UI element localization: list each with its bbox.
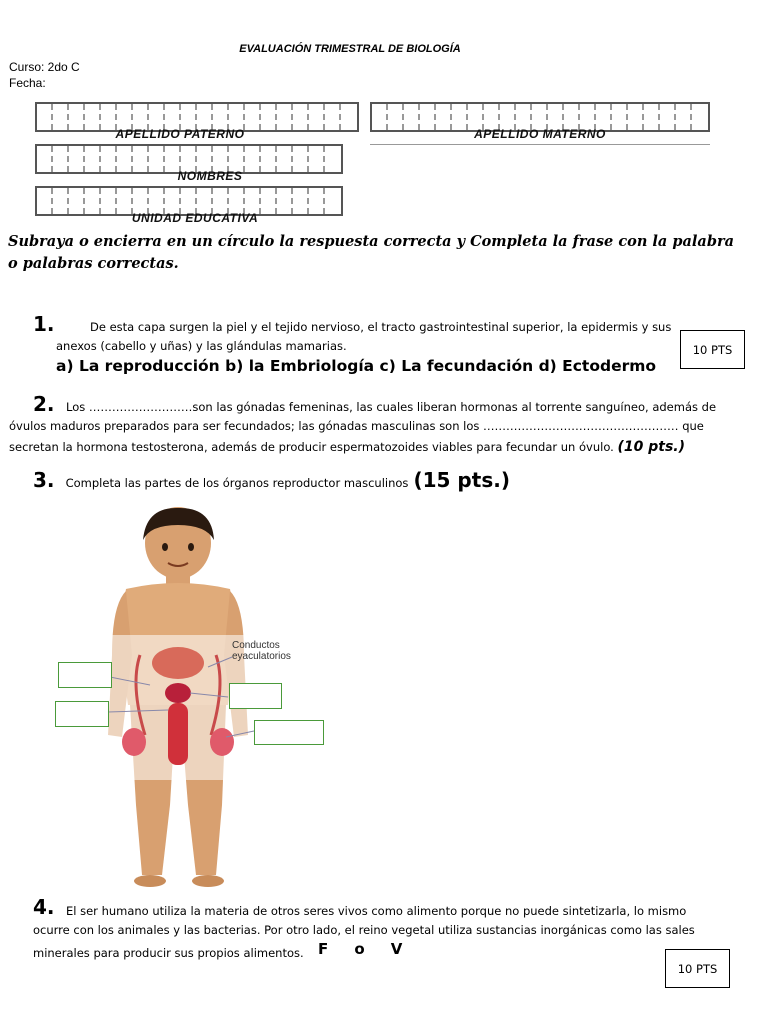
q1-number: 1. xyxy=(33,312,55,336)
q2-number: 2. xyxy=(33,392,55,416)
answer-box-4[interactable] xyxy=(254,720,324,745)
apellido-materno-label: APELLIDO MATERNO xyxy=(474,127,606,141)
q1-text: De esta capa surgen la piel y el tejido nervioso, el tracto gastrointestinal superior, la epidermis y sus xyxy=(90,320,672,334)
q2-line3: secretan la hormona testosterona, además de producir espermatozoides viables para fecundar un óvulo. xyxy=(9,440,614,454)
q4-line3: minerales para producir sus propios alimentos. xyxy=(33,946,304,960)
q1-text-cont: anexos (cabello y uñas) y las glándulas mamarias. xyxy=(56,339,347,353)
nombres-label: NOMBRES xyxy=(177,169,243,183)
date-label: Fecha: xyxy=(9,76,46,90)
instructions: Subraya o encierra en un círculo la respuesta correcta y Completa la frase con la palabra o palabras correctas. xyxy=(8,233,734,272)
right-testis-shape xyxy=(210,728,234,756)
q2-points: (10 pts.) xyxy=(617,439,686,455)
q4-points: 10 PTS xyxy=(677,961,718,976)
q1-points: 10 PTS xyxy=(692,342,733,357)
q2-line1: Los ………………………son las gónadas femeninas, las cuales liberan hormonas al torrente sanguíneo, además de xyxy=(66,400,717,414)
q3-text: Completa las partes de los órganos reproductor masculinos xyxy=(65,476,409,490)
prostate-shape xyxy=(165,683,191,703)
q3-number: 3. xyxy=(33,468,55,492)
q4-true-false[interactable]: F o V xyxy=(318,940,403,958)
q4-line1: El ser humano utiliza la materia de otros seres vivos como alimento porque no puede sintetizarla, lo mismo xyxy=(66,904,687,918)
answer-box-3[interactable] xyxy=(229,683,282,709)
figure-label-conductos: Conductos eyaculatorios xyxy=(232,640,291,662)
left-testis-shape xyxy=(122,728,146,756)
q2-line3-wrap xyxy=(9,437,685,457)
unidad-educativa-label: UNIDAD EDUCATIVA xyxy=(131,211,259,225)
document-title: EVALUACIÓN TRIMESTRAL DE BIOLOGÍA xyxy=(239,43,461,55)
q1-points-box xyxy=(680,330,745,369)
apellido-paterno-label: APELLIDO PATERNO xyxy=(115,127,245,141)
q1-options[interactable]: a) La reproducción b) la Embriología c) La fecundación d) Ectodermo xyxy=(56,357,657,375)
q3-line xyxy=(33,468,510,493)
divider xyxy=(370,144,710,145)
answer-box-1[interactable] xyxy=(58,662,112,688)
q3-points: (15 pts.) xyxy=(413,468,510,492)
course-label: Curso: 2do C xyxy=(9,60,80,74)
penis-shape xyxy=(168,703,188,765)
answer-box-2[interactable] xyxy=(55,701,109,727)
q2-line2: óvulos maduros preparados para ser fecundados; las gónadas masculinas son los …………………………………………… que xyxy=(9,419,704,433)
q4-points-box xyxy=(665,949,730,988)
male-anatomy-figure xyxy=(50,505,340,890)
bladder-shape xyxy=(152,647,204,679)
q4-line2: ocurre con los animales y las bacterias. Por otro lado, el reino vegetal utiliza sustancias inorgánicas como las sales xyxy=(33,923,695,937)
q4-number: 4. xyxy=(33,895,55,919)
